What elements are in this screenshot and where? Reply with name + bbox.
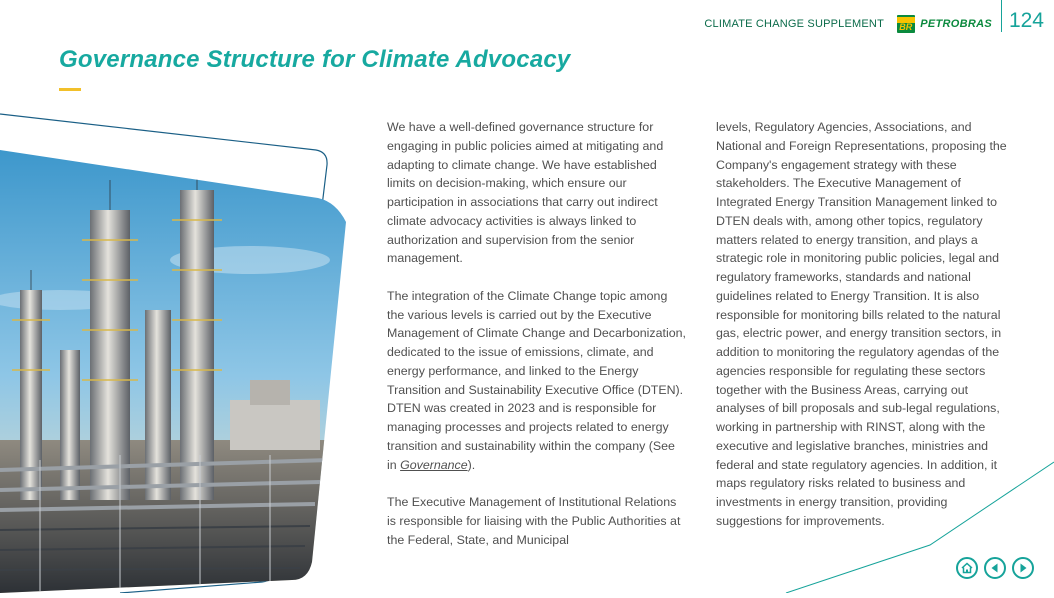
br-logo-icon — [897, 15, 915, 33]
arrow-right-icon — [1017, 562, 1029, 574]
paragraph: We have a well-defined governance structure for engaging in public policies aimed at mitigating and adapting to climate change. We have established limits on decision-making, which ensure our participation in associations that carry out indirect climate advocacy activities is always linked to authorization and supervision from the senior management. — [387, 120, 664, 266]
page-header — [704, 0, 1054, 44]
paragraph: The integration of the Climate Change topic among the various levels is carried out by the Executive Management of Climate Change and Decarbonization, dedicated to the issue of emissions, climate, and energy performance, and linked to the Energy Transition and Sustainability Executive Office (DTEN). DTEN was created in 2023 and is responsible for managing processes and projects related to energy transition and sustainability within the company (See in Governance). — [387, 288, 686, 472]
header-divider — [1001, 0, 1002, 32]
page-navigation — [956, 557, 1034, 579]
arrow-left-icon — [989, 562, 1001, 574]
logo-mark-text: BR — [899, 22, 913, 32]
refinery-photo — [0, 110, 360, 593]
page-title: Governance Structure for Climate Advocacy — [59, 46, 571, 73]
governance-link[interactable]: Governance — [400, 457, 468, 472]
petrobras-logo — [897, 15, 992, 33]
title-underline — [59, 88, 81, 91]
paragraph: levels, Regulatory Agencies, Associations, and National and Foreign Representations, proposing the Company's engagement strategy with these stakeholders. The Executive Management of Integrated Energy Transition Management linked to DTEN deals with, among other topics, regulatory matters related to energy transition, and plays a strategic role in monitoring public policies, legal and regulatory frameworks, standards and national guidelines related to Energy Transition. It is also responsible for monitoring bills related to the natural gas, electric power, and energy transition sectors, in addition to monitoring the regulatory agendas of the agencies responsible for regulating these sectors together with the Business Areas, carrying out analyses of bill proposals and sub-legal regulations, working in partnership with RINST, along with the executive and legislative branches, ministries and federal and state regulatory agencies. In addition, it maps regulatory risks related to business and investments in energy transition, providing suggestions for improvements. — [716, 120, 1007, 528]
logo-text: PETROBRAS — [920, 18, 992, 30]
page-number: 124 — [1008, 9, 1044, 32]
supplement-label: CLIMATE CHANGE SUPPLEMENT — [704, 18, 884, 30]
previous-page-button[interactable] — [984, 557, 1006, 579]
next-page-button[interactable] — [1012, 557, 1034, 579]
home-icon — [961, 562, 973, 574]
paragraph: The Executive Management of Institutional Relations is responsible for liaising with the Public Authorities at the Federal, State, and Municipal — [387, 495, 681, 547]
home-button[interactable] — [956, 557, 978, 579]
text-column-right — [716, 118, 1016, 549]
text-column-left — [387, 118, 687, 568]
